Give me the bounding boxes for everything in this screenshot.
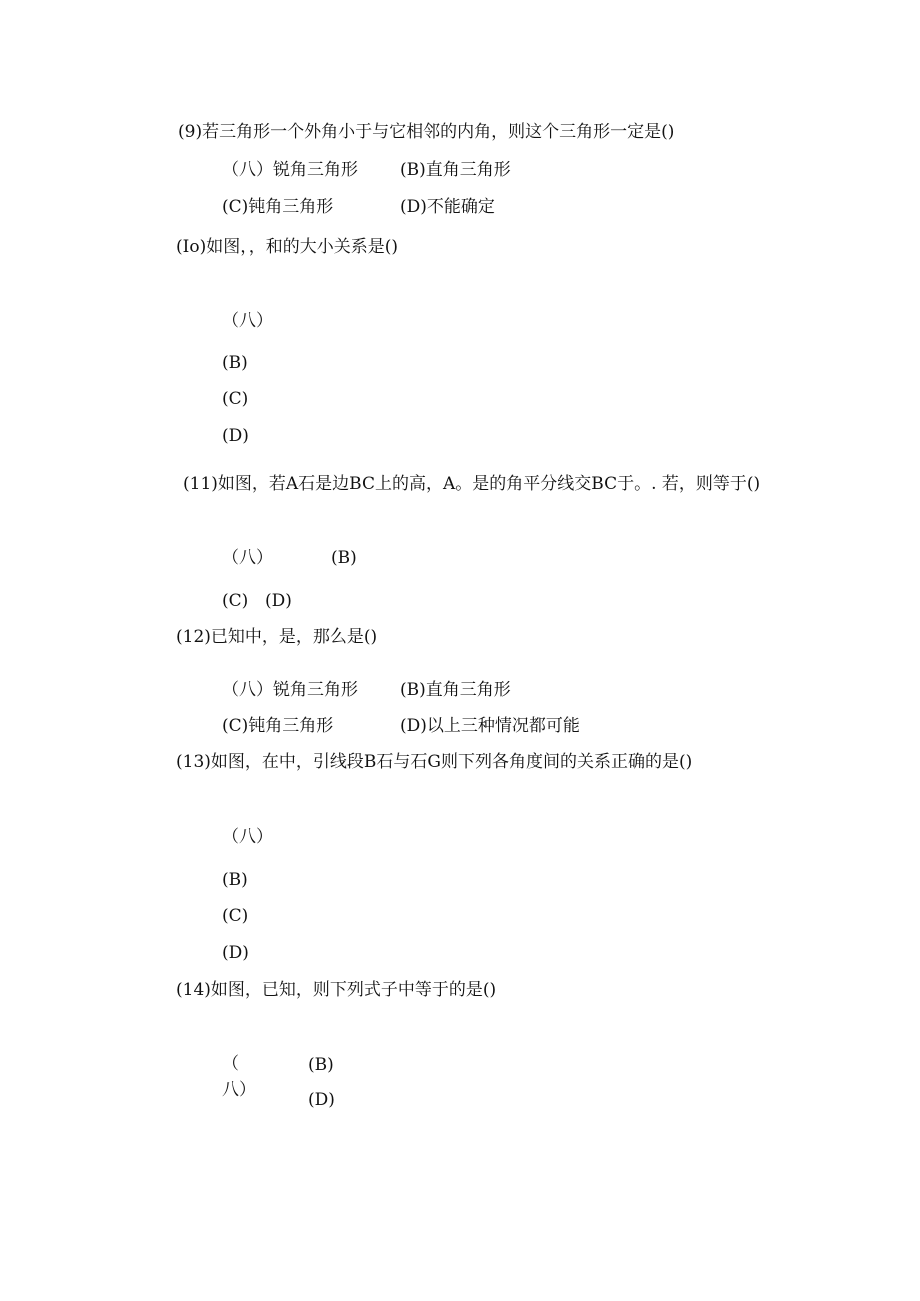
question-12-option-d: (D)以上三种情况都可能 (400, 716, 580, 736)
question-10-option-b: (B) (222, 353, 248, 373)
question-10-option-c: (C) (222, 389, 249, 409)
question-14-option-b: (B) (308, 1055, 334, 1075)
question-11-option-c: (C) (222, 591, 249, 611)
question-13-option-c: (C) (222, 906, 249, 926)
question-12-option-a: （八）锐角三角形 (222, 680, 358, 700)
question-12-stem: (12)已知中，是，那么是() (176, 627, 378, 647)
question-9-option-c: (C)钝角三角形 (222, 197, 334, 217)
question-14-option-d: (D) (308, 1090, 335, 1110)
question-11-option-b: (B) (331, 548, 357, 568)
question-13-option-b: (B) (222, 870, 248, 890)
question-9-stem: (9)若三角形一个外角小于与它相邻的内角，则这个三角形一定是() (178, 122, 675, 142)
question-10-option-a: （八） (222, 311, 273, 331)
question-12-option-b: (B)直角三角形 (400, 680, 511, 700)
question-14-option-a-line1: （ (222, 1054, 239, 1074)
question-10-stem: (Io)如图，，和的大小关系是() (176, 237, 398, 257)
question-9-option-a: （八）锐角三角形 (222, 160, 358, 180)
question-12-option-c: (C)钝角三角形 (222, 716, 334, 736)
question-9-option-d: (D)不能确定 (400, 197, 495, 217)
question-14-stem: (14)如图，已知，则下列式子中等于的是() (176, 980, 497, 1000)
question-13-option-d: (D) (222, 943, 249, 963)
question-10-option-d: (D) (222, 426, 249, 446)
question-14-option-a-line2: 八） (222, 1080, 256, 1100)
question-13-option-a: （八） (222, 827, 273, 847)
question-9-option-b: (B)直角三角形 (400, 160, 511, 180)
question-11-option-d: (D) (265, 591, 292, 611)
question-11-stem: (11)如图，若A石是边BC上的高，A。是的角平分线交BC于。. 若，则等于() (183, 474, 761, 494)
question-11-option-a: （八） (222, 548, 273, 568)
question-13-stem: (13)如图，在中，引线段B石与石G则下列各角度间的关系正确的是() (176, 752, 693, 772)
